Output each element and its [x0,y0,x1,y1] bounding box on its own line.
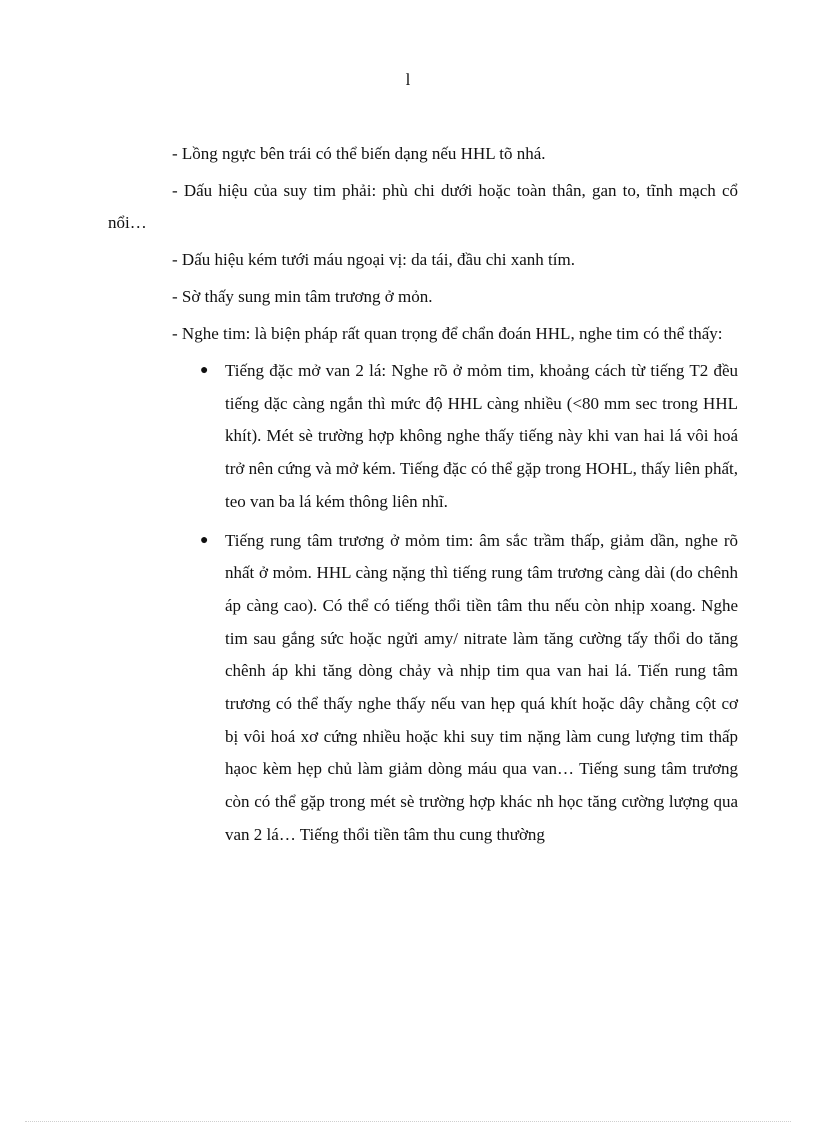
paragraph-left-chest: - Lồng ngực bên trái có thể biến dạng nếu HHL tõ nhá. [172,144,546,163]
page-bottom-divider [25,1121,791,1122]
list-item-text: Tiếng đặc mở van 2 lá: Nghe rõ ở mỏm tim, khoảng cách từ tiếng T2 đều tiếng dặc càng ngắn thì mức độ HHL càng nhiều (<80 mm sec trong HHL khít). Mét sè trường hợp không nghe thấy tiếng này khi van hai lá vôi hoá trở nên cứng và mở kém. Tiếng đặc có thể gặp trong HOHL, thấy liên phất, teo van ba lá kém thông liên nhĩ. [225,361,738,511]
list-item-diastolic-rumble [108,525,738,852]
page-number: l [405,70,411,89]
bullet-icon: ● [200,363,209,378]
paragraph-peripheral-perfusion: - Dấu hiệu kém tưới máu ngoại vị: da tái, đầu chi xanh tím. [172,250,575,269]
list-item-text: Tiếng rung tâm trương ở mỏm tim: âm sắc trầm thấp, giảm dần, nghe rõ nhất ở mỏm. HHL càng nặng thì tiếng rung tâm trương càng dài (do chênh áp càng cao). Có thể có tiếng thổi tiền tâm thu nếu còn nhịp xoang. Nghe tim sau gắng sức hoặc ngửi amy/ nitrate làm tăng cường tấy thổi do tăng chênh áp khi tăng dòng chảy và nhịp tim qua van hai lá. Tiến rung tâm trương có thể thấy nghe thấy nếu van hẹp quá khít hoặc dây chằng cột cơ bị vôi hoá xơ cứng nhiều hoặc khi suy tim nặng làm cung lượng tim thấp hạoc kèm hẹp chủ làm giảm dòng máu qua van… Tiếng sung tâm trương còn có thể gặp trong mét sè trường hợp khác nh học tăng cường lượng qua van 2 lá… Tiếng thổi tiền tâm thu cung thường [225,530,738,844]
paragraph-auscultation: - Nghe tim: là biện pháp rất quan trọng để chẩn đoán HHL, nghe tim có thể thấy: [172,324,723,343]
document-body [108,138,738,858]
paragraph-right-heart-failure: - Dấu hiệu của suy tim phải: phù chi dưới hoặc toàn thân, gan to, tĩnh mạch cổ nổi… [108,181,738,232]
list-item-opening-snap [108,355,738,519]
paragraph-palpation: - Sờ thấy sung min tâm trương ở mỏn. [172,287,433,306]
auscultation-findings-list [108,355,738,852]
bullet-icon: ● [200,532,209,548]
